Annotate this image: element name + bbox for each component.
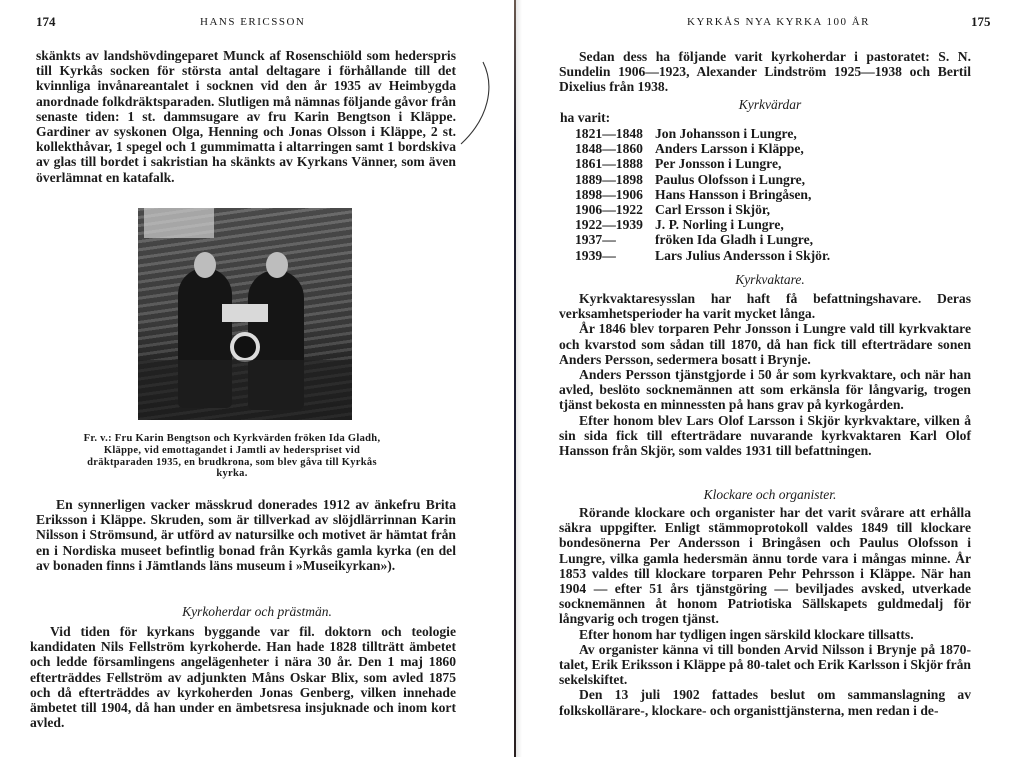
photo-head-right xyxy=(266,252,288,278)
paragraph-text: En synnerligen vacker mässkrud donerades 1912 av änkefru Brita Eriksson i Kläppe. Skruden, som är tillverkad av slöjdlärrinnan Karin Nilsson i Strömsund, är utförd av natursilke och motivet är hämtat från en i Nordiska museet befintlig bonad från Kyrkås gamla kyrka (en del av bonaden finns i Jämtlands läns museum i »Museikyrkan»). xyxy=(36,497,456,573)
list-item xyxy=(575,172,830,187)
list-years: 1848—1860 xyxy=(575,141,643,157)
heading-kyrkoherdar: Kyrkoherdar och prästmän. xyxy=(182,604,332,619)
heading-kyrkvardar: Kyrkvärdar xyxy=(738,97,802,112)
paragraph-text: Anders Persson tjänstgjorde i 50 år som kyrkvaktare, och när han avled, beslöto socknemännen att som erkänsla för långvarig, trogen tjänst bekosta en minnessten på hans grav på kyrkogården. xyxy=(559,367,971,413)
paragraph-text: Rörande klockare och organister har det varit svårare att erhålla säkra uppgifter. Enligt stämmoprotokoll valdes 1849 till klockare bondesönerna Per Andersson i Bringåsen och Paulus Olofsson i Lungre, vilka gamla hedersmän ännu torde vara i mångas minne. År 1853 valdes till klockare torparen Pehr Pehrsson i Kläppe. När han 1904 — efter 51 års tjänstgöring — beviljades avsked, utverkade socknemännen åt honom Patriotiska Sällskapets guldmedalj för långvarig och trogen tjänst. xyxy=(559,505,971,627)
heading-kyrkvaktare: Kyrkvaktare. xyxy=(735,272,805,287)
paragraph-text: Vid tiden för kyrkans byggande var fil. doktorn och teologie kandidaten Nils Fellström kyrkoherde. Han hade 1828 tillträtt ämbetet och ledde församlingens angelägenheter i nära 30 år. Den 1 maj 1860 efterträddes Fellström av adjunkten Måns Oskar Blix, som avled 1875 och då efterträddes av kyrkoherden Jonas Genberg, vilken innehade ämbetet till 1904, då han under en ämbetsresa insjuknade och inom kort avled. xyxy=(30,624,456,731)
list-years: 1922—1939 xyxy=(575,217,643,233)
paragraph-later-vicars xyxy=(559,49,971,95)
list-years: 1937— xyxy=(575,232,616,248)
list-name: Per Jonsson i Lungre, xyxy=(655,156,782,172)
list-name: Jon Johansson i Lungre, xyxy=(655,126,797,141)
list-years: 1861—1888 xyxy=(575,156,643,172)
list-item xyxy=(575,187,830,202)
photo-two-women-folk-costume xyxy=(138,208,352,420)
list-name: Hans Hansson i Bringåsen, xyxy=(655,186,812,202)
paragraph-text: Av organister känna vi till bonden Arvid Nilsson i Brynje på 1870-talet, Erik Eriksson i Kläppe på 80-talet och Erik Karlsson i Skjör från sekelskiftet. xyxy=(559,641,971,688)
paragraph-vestment xyxy=(36,497,456,573)
list-item xyxy=(575,232,830,247)
list-item xyxy=(575,217,830,232)
paragraph-text: Efter honom blev Lars Olof Larsson i Skjör kyrkvaktare, vilken å sin sida fick till efterträdare nuvarande kyrkvaktaren Karl Olof Hansson från Skjör, som valdes 1931 till befattningen. xyxy=(559,412,971,459)
page-number-right: 175 xyxy=(971,14,991,29)
list-item xyxy=(575,248,830,263)
list-name: fröken Ida Gladh i Lungre, xyxy=(655,232,814,248)
paragraph-text: Sedan dess ha följande varit kyrkoherdar i pastoratet: S. N. Sundelin 1906—1923, Alexander Lindström 1925—1938 och Bertil Dixelius från 1938. xyxy=(559,49,971,95)
photo-wreath xyxy=(230,332,260,362)
running-head-left: HANS ERICSSON xyxy=(200,16,306,28)
paragraph-text: Den 13 juli 1902 fattades beslut om sammanslagning av folkskollärare-, klockare- och organisttjänsterna, men redan i de- xyxy=(559,687,971,718)
paragraph-text: År 1846 blev torparen Pehr Jonsson i Lungre vald till kyrkvaktare och kvarstod som sådan till 1870, då han fick till efterträdare sonen Anders Persson, sedermera bosatt i Brynje. xyxy=(559,321,971,367)
list-name: Paulus Olofsson i Lungre, xyxy=(655,171,806,187)
paragraph-text: skänkts av landshövdingeparet Munck af Rosenschiöld som hederspris till Kyrkås socken för största antal deltagare i förhållande till det kvinnliga invånareantalet i socknen vid den år 1935 av Heimbygda anordnade folkdräktsparaden. Slutligen må nämnas följande gåvor från senaste tiden: 1 st. dammsugare av fru Karin Bengtson i Kläppe. Gardiner av syskonen Olga, Henning och Jonas Olsson i Kläppe, 2 st. kollekthåvar, 1 spegel och 1 gummimatta i altarringen samt 1 bordskiva av glas till bordet i sakristian ha skänkts av Kyrkans Vänner, som även överlämnat en katafalk. xyxy=(36,48,456,185)
list-name: Carl Ersson i Skjör, xyxy=(655,202,771,218)
list-name: Lars Julius Andersson i Skjör. xyxy=(655,247,831,263)
photo-bridal-crown xyxy=(222,304,268,322)
pencil-margin-mark xyxy=(455,58,495,148)
list-years: 1898—1906 xyxy=(575,186,643,202)
paragraph-gifts xyxy=(36,48,456,185)
photo-sky xyxy=(144,208,214,238)
photo-caption: Fr. v.: Fru Karin Bengtson och Kyrkvärden fröken Ida Gladh, Kläppe, vid emottagandet i Jamtli av hederspriset vid dräktparaden 1935, en brudkrona, som blev gåva till Kyrkås kyrka. xyxy=(83,433,381,480)
kyrkvardar-list xyxy=(575,126,830,263)
photo-ground xyxy=(138,360,352,420)
list-item xyxy=(575,156,830,171)
list-name: J. P. Norling i Lungre, xyxy=(655,217,784,233)
list-item xyxy=(575,126,830,141)
list-intro: ha varit: xyxy=(560,110,611,125)
photo-head-left xyxy=(194,252,216,278)
paragraph-text: Kyrkvaktaresysslan har haft få befattningshavare. Deras verksamhetsperioder ha varit mycket långa. xyxy=(559,291,971,322)
list-years: 1821—1848 xyxy=(575,126,643,141)
list-years: 1906—1922 xyxy=(575,202,643,218)
list-years: 1889—1898 xyxy=(575,171,643,187)
running-head-right: KYRKÅS NYA KYRKA 100 ÅR xyxy=(687,16,871,28)
list-item xyxy=(575,202,830,217)
list-name: Anders Larsson i Kläppe, xyxy=(655,141,804,157)
paragraph-text: Efter honom har tydligen ingen särskild klockare tillsatts. xyxy=(579,626,914,642)
heading-klockare: Klockare och organister. xyxy=(703,487,837,502)
list-years: 1939— xyxy=(575,247,616,263)
paragraph-vicars xyxy=(30,624,456,730)
list-item xyxy=(575,141,830,156)
page-number-left: 174 xyxy=(36,14,56,29)
